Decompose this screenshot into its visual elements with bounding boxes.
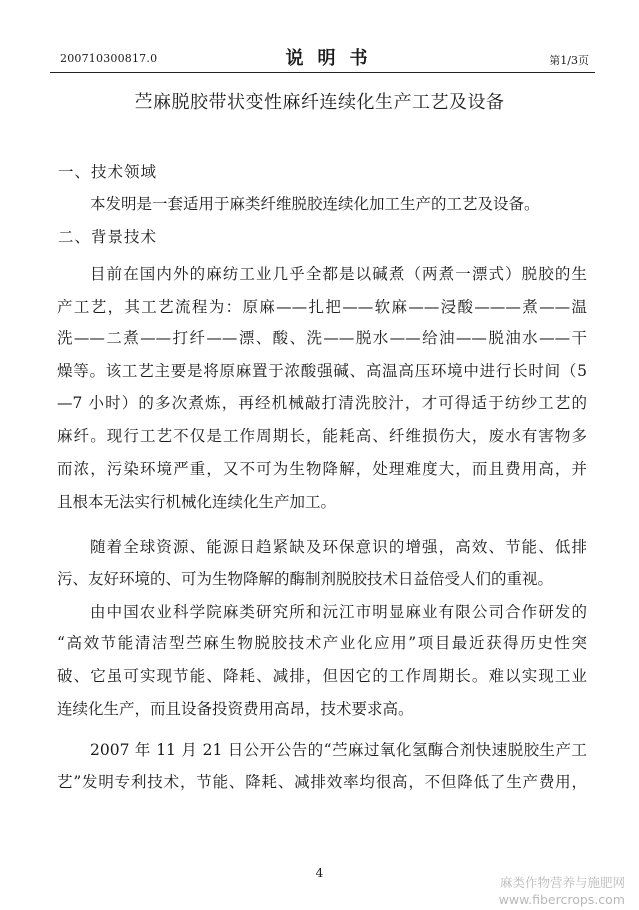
paragraph-line: 洗——二煮——打纤——漂、酸、洗——脱水——给油——脱油水——干 bbox=[57, 329, 587, 347]
paragraph-line: 燥等。该工艺主要是将原麻置于浓酸强碱、高温高压环境中进行长时间（5 bbox=[57, 362, 587, 380]
page-header bbox=[0, 40, 639, 68]
paragraph-line: 麻纤。现行工艺不仅是工作周期长，能耗高、纤维损伤大，废水有害物多 bbox=[57, 427, 587, 445]
watermark-site-name: 麻类作物营养与施肥网 bbox=[499, 875, 625, 890]
paragraph-line: “高效节能清洁型苎麻生物脱胶技术产业化应用”项目最近获得历史性突 bbox=[57, 634, 587, 652]
paragraph-line: 目前在国内外的麻纺工业几乎全都是以碱煮（两煮一漂式）脱胶的生 bbox=[90, 265, 587, 283]
section-heading-background: 二、背景技术 bbox=[58, 228, 158, 246]
site-watermark bbox=[499, 874, 625, 908]
paragraph-line: 而浓，污染环境严重，又不可为生物降解，处理难度大，而且费用高，并 bbox=[57, 460, 587, 478]
footer-page-number: 4 bbox=[315, 866, 324, 880]
paragraph-line: 本发明是一套适用于麻类纤维脱胶连续化加工生产的工艺及设备。 bbox=[90, 195, 540, 213]
paragraph-line: 2007 年 11 月 21 日公开公告的“苎麻过氧化氢酶合剂快速脱胶生产工 bbox=[90, 741, 587, 759]
paragraph-line: —7 小时）的多次煮炼，再经机械敲打清洗胶汁，才可得适于纺纱工艺的 bbox=[57, 394, 587, 412]
watermark-url: www.fibercrops.com bbox=[498, 892, 625, 907]
paragraph-line: 破、它虽可实现节能、降耗、减排，但因它的工作周期长。难以实现工业 bbox=[57, 667, 587, 685]
document-title: 苎麻脱胶带状变性麻纤连续化生产工艺及设备 bbox=[134, 92, 505, 113]
header-title: 说明书 bbox=[285, 48, 382, 69]
application-number: 200710300817.0 bbox=[60, 52, 158, 65]
paragraph-line: 艺”发明专利技术，节能、降耗、减排效率均很高，不但降低了生产费用， bbox=[57, 773, 587, 791]
paragraph-line: 随着全球资源、能源日趋紧缺及环保意识的增强，高效、节能、低排 bbox=[90, 538, 587, 556]
paragraph-line: 由中国农业科学院麻类研究所和沅江市明显麻业有限公司合作研发的 bbox=[90, 603, 587, 621]
section-heading-technical-field: 一、技术领域 bbox=[58, 163, 158, 181]
paragraph-line: 连续化生产，而且设备投资费用高昂，技术要求高。 bbox=[57, 700, 414, 718]
paragraph-line: 污、友好环境的、可为生物降解的酶制剂脱胶技术日益倍受人们的重视。 bbox=[57, 570, 554, 588]
page-indicator: 第1/3页 bbox=[549, 54, 589, 67]
paragraph-line: 产工艺，其工艺流程为：原麻——扎把——软麻——浸酸———煮——温 bbox=[57, 298, 587, 316]
paragraph-line: 且根本无法实行机械化连续化生产加工。 bbox=[57, 493, 337, 511]
header-rule bbox=[50, 72, 595, 73]
